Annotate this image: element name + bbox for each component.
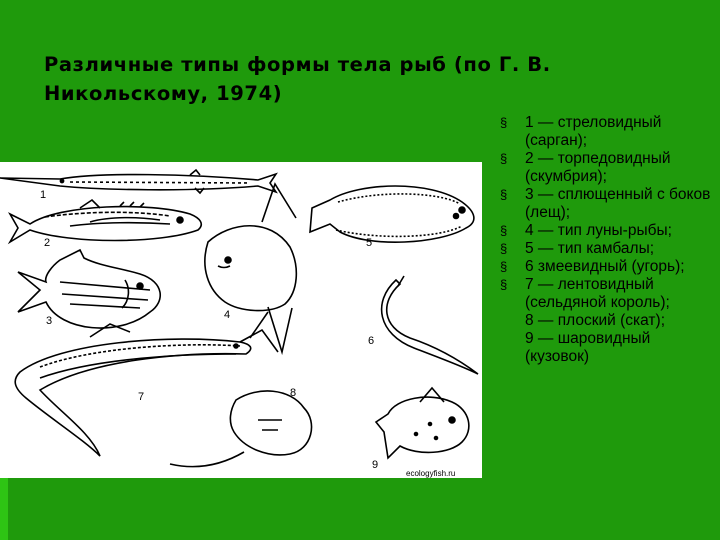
list-item-text: 1 — стреловидный (сарган); — [525, 114, 662, 149]
fish-number-3: 3 — [46, 315, 53, 327]
list-item — [500, 240, 715, 258]
list-item — [500, 186, 715, 222]
bullet-marker: § — [500, 259, 508, 274]
bullet-marker: § — [500, 277, 508, 292]
fish-9-boxfish — [376, 388, 469, 458]
fish-5-flounder — [310, 186, 474, 242]
list-continuation-line — [500, 330, 715, 366]
bullet-marker: § — [500, 223, 508, 238]
fish-body-shapes-illustration — [0, 162, 482, 478]
fish-number-8: 8 — [290, 387, 297, 399]
list-item — [500, 276, 715, 312]
fish-4-sunfish — [205, 184, 296, 352]
list-item — [500, 222, 715, 240]
list-item-text: 6 змеевидный (угорь); — [525, 258, 685, 275]
slide-title-line-1: Различные типы формы тела рыб (по Г. В. — [44, 53, 551, 76]
list-item — [500, 150, 715, 186]
fish-number-7: 7 — [138, 391, 145, 403]
fish-types-list — [500, 114, 715, 366]
fish-6-eel — [382, 276, 478, 374]
slide-title — [44, 50, 684, 108]
fish-number-4: 4 — [224, 309, 231, 321]
fish-2-mackerel — [10, 200, 201, 242]
fish-number-5: 5 — [366, 237, 373, 249]
fish-8-ray — [170, 391, 312, 467]
list-item — [500, 258, 715, 276]
list-item-text: 4 — тип луны-рыбы; — [525, 222, 672, 239]
list-item — [500, 114, 715, 150]
bullet-marker: § — [500, 187, 508, 202]
list-item-text: 7 — лентовидный (сельдяной король); — [525, 276, 670, 311]
fish-3-bream — [18, 250, 160, 337]
accent-stripe — [0, 478, 8, 540]
fish-number-9: 9 — [372, 459, 379, 471]
list-item-text: 8 — плоский (скат); — [525, 312, 665, 329]
fish-number-1: 1 — [40, 189, 47, 201]
bullet-marker: § — [500, 115, 508, 130]
list-item-text: 5 — тип камбалы; — [525, 240, 655, 257]
slide-title-line-2: Никольскому, 1974) — [44, 82, 283, 105]
fish-number-6: 6 — [368, 335, 375, 347]
fish-number-2: 2 — [44, 237, 51, 249]
list-item-text: 3 — сплющенный с боков (лещ); — [525, 186, 711, 221]
watermark: ecologyfish.ru — [406, 469, 456, 478]
bullet-marker: § — [500, 151, 508, 166]
bullet-marker: § — [500, 241, 508, 256]
list-item-text: 2 — торпедовидный (скумбрия); — [525, 150, 671, 185]
list-continuation-line — [500, 312, 715, 330]
list-item-text: 9 — шаровидный (кузовок) — [525, 330, 651, 365]
